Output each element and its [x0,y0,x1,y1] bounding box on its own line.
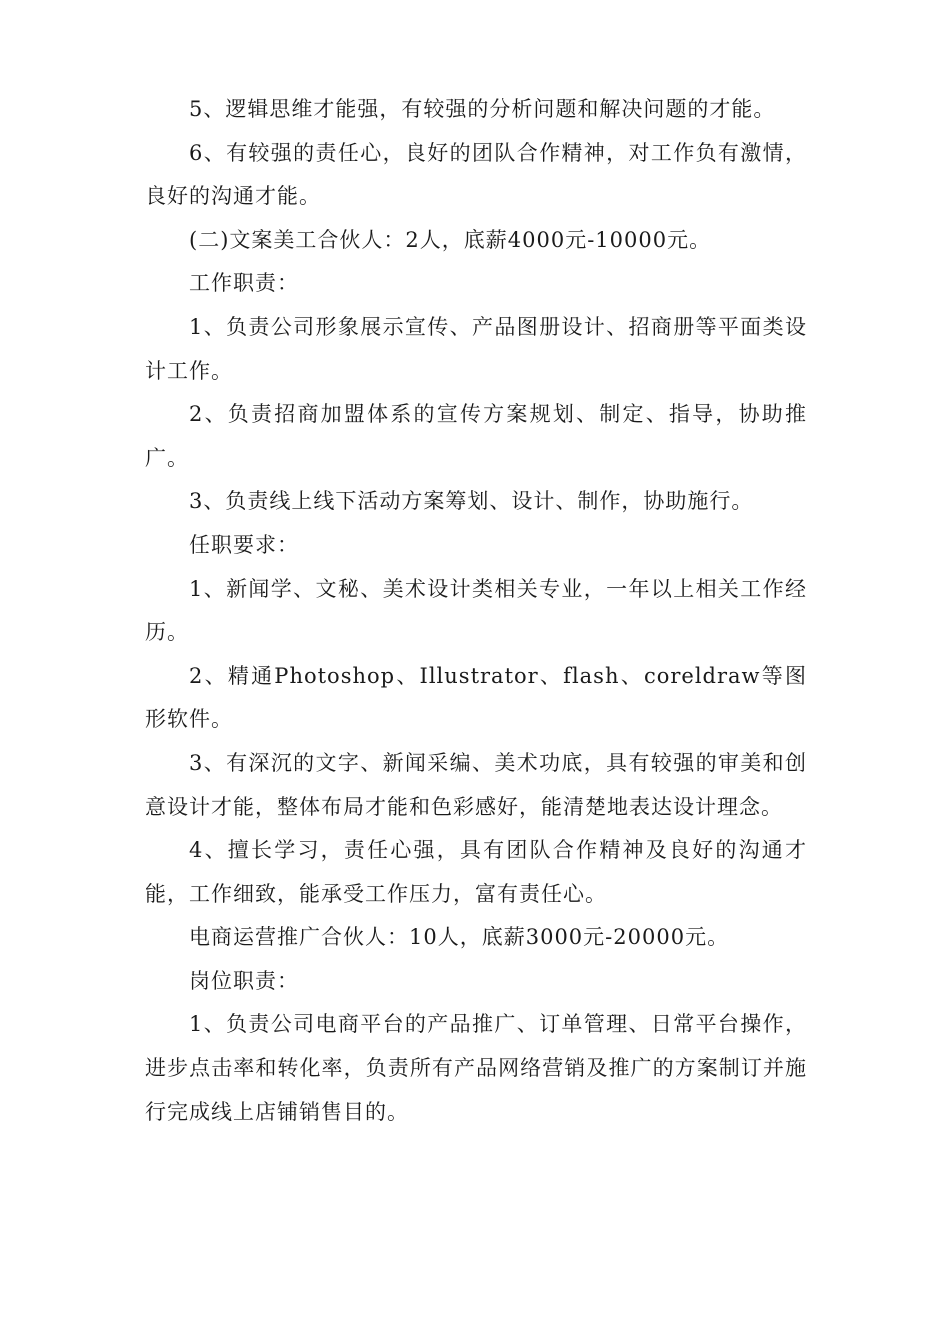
paragraph-logic-skill: 5、逻辑思维才能强，有较强的分析问题和解决问题的才能。 [189,97,776,121]
paragraph-requirement-4: 4、擅长学习，责任心强，具有团队合作精神及良好的沟通才能，工作细致，能承受工作压力，富有责任心。 [145,838,807,906]
paragraph-requirements-label: 任职要求： [189,532,299,557]
paragraph-position-duties-label: 岗位职责： [189,968,299,993]
paragraph-ecommerce-duty-1: 1、负责公司电商平台的产品推广、订单管理、日常平台操作，进步点击率和转化率，负责所有产品网络营销及推广的方案制订并施行完成线上店铺销售目的。 [145,1012,807,1124]
paragraph-copywriter-heading: (二)文案美工合伙人：2人，底薪4000元-10000元。 [189,227,712,252]
paragraph-job-duties-label: 工作职责： [189,271,299,296]
paragraph-duty-2: 2、负责招商加盟体系的宣传方案规划、制定、指导，协助推广。 [145,402,807,470]
paragraph-responsibility: 6、有较强的责任心，良好的团队合作精神，对工作负有激情，良好的沟通才能。 [145,140,807,209]
paragraph-requirement-3: 3、有深沉的文字、新闻采编、美术功底，具有较强的审美和创意设计才能，整体布局才能和色彩感好，能清楚地表达设计理念。 [145,750,807,819]
paragraph-ecommerce-heading: 电商运营推广合伙人：10人，底薪3000元-20000元。 [189,925,730,950]
document-body [145,88,807,1134]
paragraph-duty-1: 1、负责公司形象展示宣传、产品图册设计、招商册等平面类设计工作。 [145,314,807,383]
paragraph-requirement-2: 2、精通Photoshop、Illustrator、flash、coreldraw等图形软件。 [145,663,807,732]
paragraph-duty-3: 3、负责线上线下活动方案筹划、设计、制作，协助施行。 [189,489,754,514]
paragraph-requirement-1: 1、新闻学、文秘、美术设计类相关专业，一年以上相关工作经历。 [145,576,807,645]
